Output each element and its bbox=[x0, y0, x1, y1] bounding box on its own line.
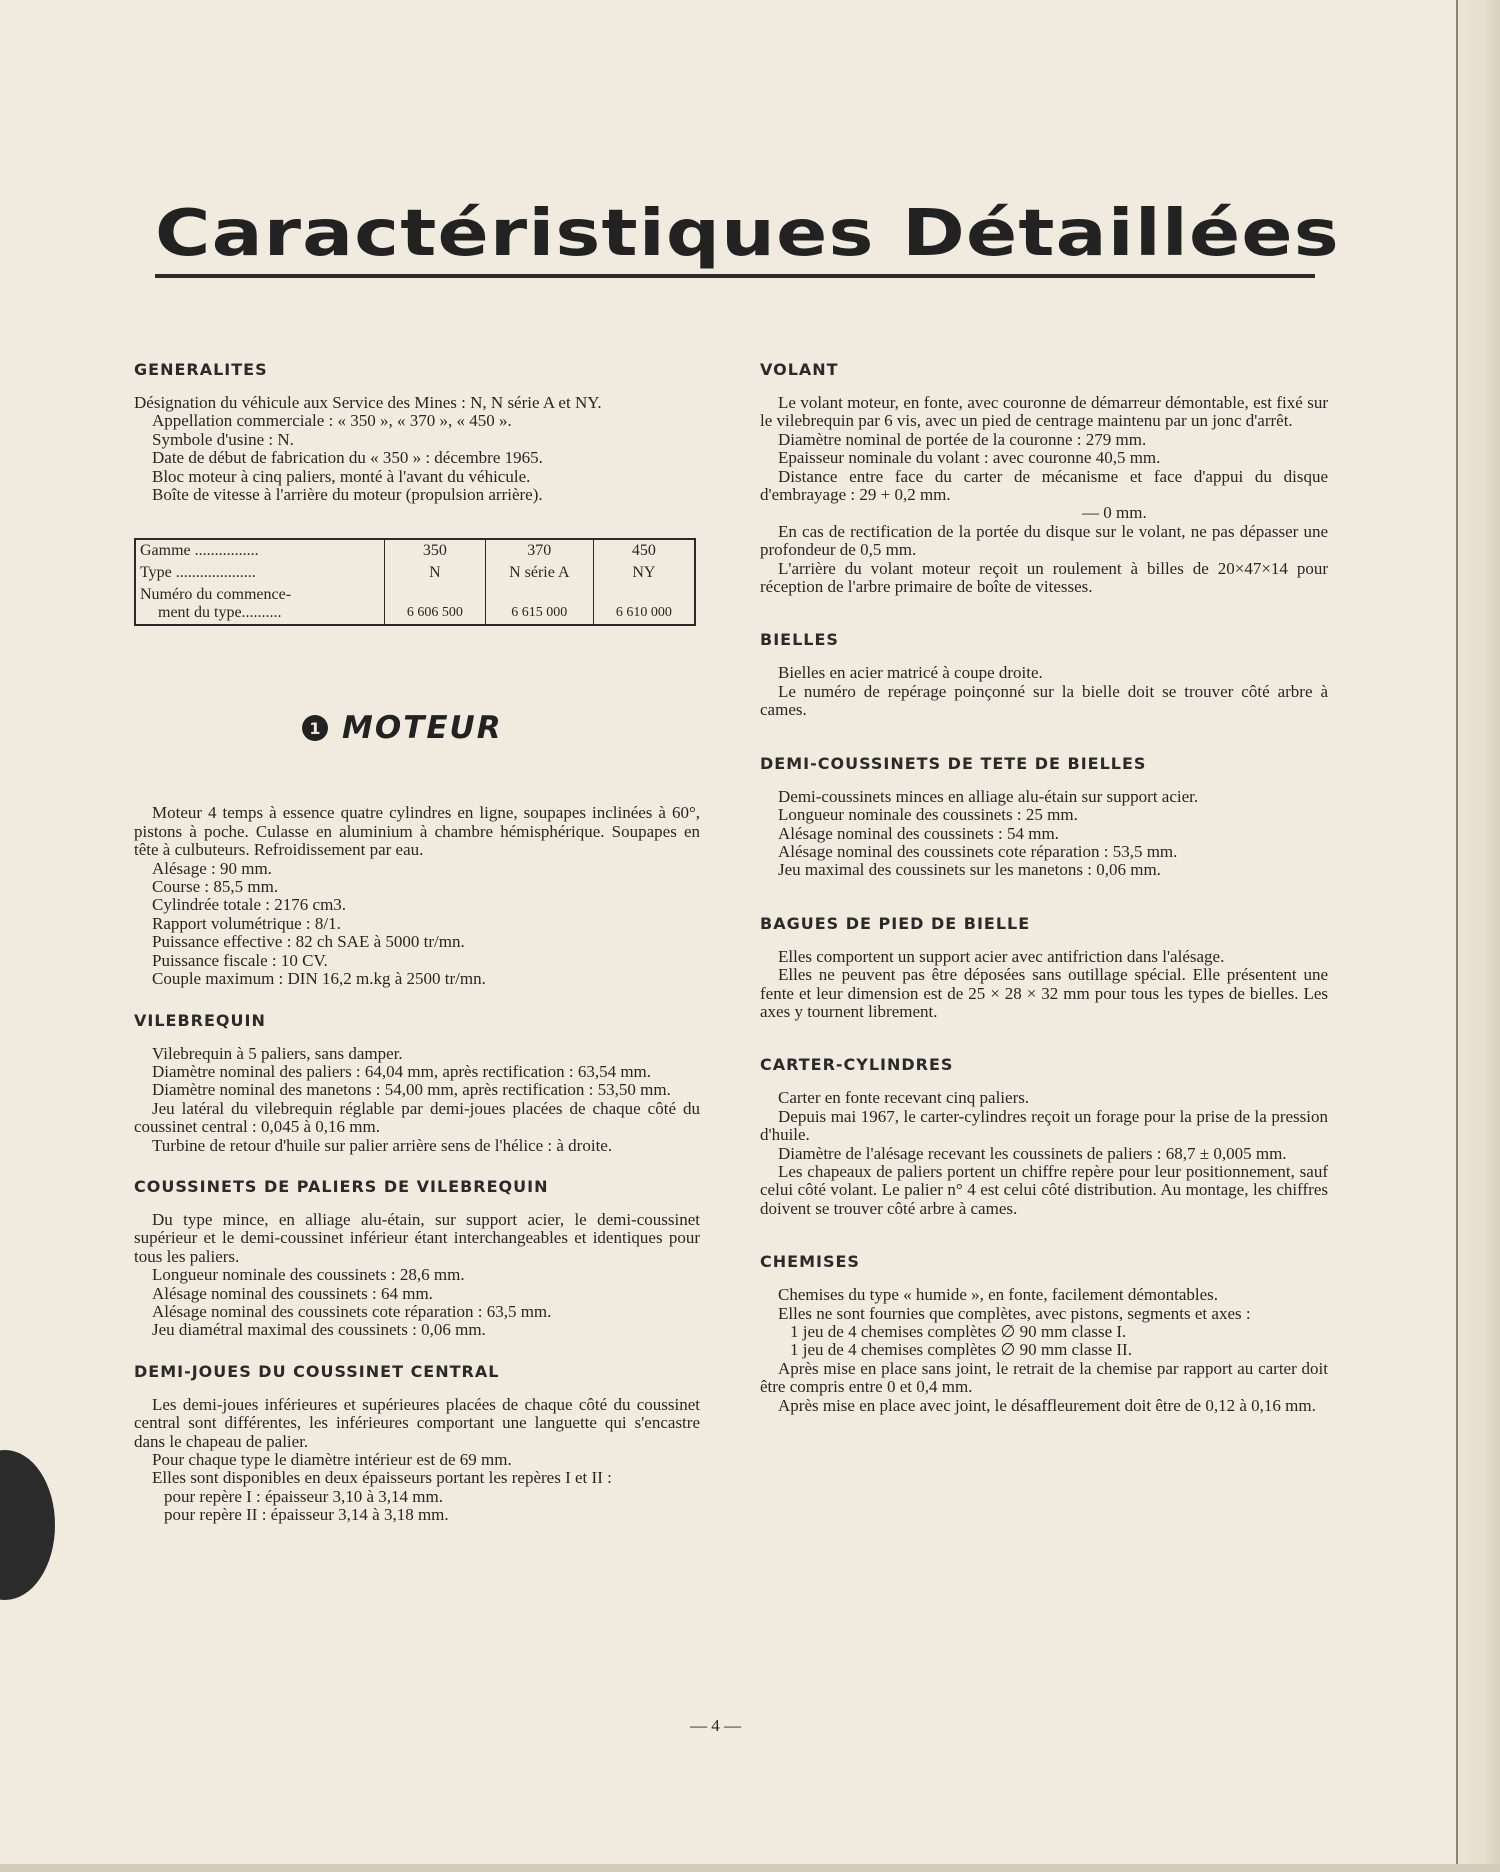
body-line: Distance entre face du carter de mécanisme et face d'appui du disque d'embrayage : 29 + 0,2 mm. bbox=[760, 466, 1328, 505]
page-edge bbox=[1456, 0, 1500, 1872]
table-cell: 350 bbox=[384, 539, 485, 562]
section-moteur bbox=[134, 804, 700, 988]
section-demi-joues bbox=[134, 1362, 700, 1525]
body-line: Elles ne peuvent pas être déposées sans outillage spécial. Elle présentent une fente et leur dimension est de 25 × 28 × 32 mm pour tous les types de bielles. Les axes y tournent librement. bbox=[760, 965, 1328, 1021]
body-line: Bloc moteur à cinq paliers, monté à l'avant du véhicule. bbox=[152, 466, 531, 486]
table-cell: Type .................... bbox=[140, 564, 256, 582]
body-line: Le numéro de repérage poinçonné sur la bielle doit se trouver côté arbre à cames. bbox=[760, 681, 1328, 720]
section-heading: VOLANT bbox=[760, 360, 839, 379]
body-line: Diamètre nominal des manetons : 54,00 mm, après rectification : 53,50 mm. bbox=[152, 1080, 671, 1100]
body-line: Bielles en acier matricé à coupe droite. bbox=[778, 663, 1043, 683]
section-heading: CHEMISES bbox=[760, 1252, 860, 1272]
body-paragraph: Du type mince, en alliage alu-étain, sur support acier, le demi-coussinet supérieur et le demi-coussinet inférieur étant interchangeables et identiques pour tous les paliers. bbox=[134, 1209, 700, 1266]
right-column bbox=[760, 360, 1328, 1415]
body-line: — 0 mm. bbox=[1082, 503, 1147, 523]
body-line: Elles comportent un support acier avec antifriction dans l'alésage. bbox=[778, 946, 1225, 966]
body-line: Elles ne sont fournies que complètes, avec pistons, segments et axes : bbox=[778, 1303, 1251, 1323]
body-line: Désignation du véhicule aux Service des Mines : N, N série A et NY. bbox=[134, 393, 602, 412]
body-line: Jeu diamétral maximal des coussinets : 0,06 mm. bbox=[152, 1320, 486, 1340]
body-line: Epaisseur nominale du volant : avec couronne 40,5 mm. bbox=[778, 448, 1161, 468]
body-line: Alésage : 90 mm. bbox=[152, 858, 272, 878]
section-vilebrequin bbox=[134, 1011, 700, 1155]
table-cell: 370 bbox=[485, 539, 593, 562]
body-line: Date de début de fabrication du « 350 » : décembre 1965. bbox=[152, 448, 543, 468]
body-line: Cylindrée totale : 2176 cm3. bbox=[152, 895, 347, 915]
body-line: Les chapeaux de paliers portent un chiffre repère pour leur positionnement, sauf celui côté volant. Le palier n° 4 est celui côté distribution. Au montage, les chiffres doivent se trouver côté arbre à cames. bbox=[760, 1161, 1328, 1218]
table-cell: N bbox=[384, 562, 485, 584]
body-line: Rapport volumétrique : 8/1. bbox=[152, 913, 341, 933]
table-cell: Gamme ................ bbox=[140, 542, 259, 560]
body-line: Jeu latéral du vilebrequin réglable par demi-joues placées de chaque côté du coussinet central : 0,045 à 0,16 mm. bbox=[134, 1098, 700, 1137]
section-heading: COUSSINETS DE PALIERS DE VILEBREQUIN bbox=[134, 1176, 549, 1196]
body-line: En cas de rectification de la portée du disque sur le volant, ne pas dépasser une profondeur de 0,5 mm. bbox=[760, 521, 1328, 560]
body-line: Elles sont disponibles en deux épaisseurs portant les repères I et II : bbox=[152, 1468, 612, 1488]
section-coussinets-paliers bbox=[134, 1177, 700, 1340]
body-line: L'arrière du volant moteur reçoit un roulement à billes de 20×47×14 pour réception de l'arbre primaire de boîte de vitesses. bbox=[760, 558, 1328, 597]
table-cell: N série A bbox=[485, 562, 593, 584]
body-line: Alésage nominal des coussinets cote réparation : 63,5 mm. bbox=[152, 1301, 552, 1321]
body-line: Diamètre nominal de portée de la couronne : 279 mm. bbox=[778, 429, 1147, 449]
body-line: Vilebrequin à 5 paliers, sans damper. bbox=[152, 1043, 403, 1063]
table-cell: NY bbox=[593, 562, 695, 584]
section-bielles bbox=[760, 630, 1328, 719]
body-line: Couple maximum : DIN 16,2 m.kg à 2500 tr/mn. bbox=[152, 969, 486, 989]
table-label: Numéro du commence- bbox=[140, 586, 292, 604]
body-line: Turbine de retour d'huile sur palier arrière sens de l'hélice : à droite. bbox=[152, 1135, 613, 1155]
section-heading: BIELLES bbox=[760, 630, 839, 650]
section-heading: VILEBREQUIN bbox=[134, 1010, 266, 1030]
section-heading: GENERALITES bbox=[134, 360, 268, 379]
table-row bbox=[135, 539, 695, 562]
table-cell: 6 610 000 bbox=[593, 584, 695, 625]
body-line: Alésage nominal des coussinets : 54 mm. bbox=[778, 823, 1059, 843]
body-line: Après mise en place sans joint, le retrait de la chemise par rapport au carter doit être compris entre 0 et 0,4 mm. bbox=[760, 1358, 1328, 1397]
body-line: pour repère I : épaisseur 3,10 à 3,14 mm. bbox=[164, 1486, 443, 1506]
table-cell: 6 606 500 bbox=[384, 584, 485, 625]
page-number: — 4 — bbox=[690, 1716, 741, 1735]
section-carter bbox=[760, 1055, 1328, 1218]
body-line: Diamètre de l'alésage recevant les coussinets de paliers : 68,7 ± 0,005 mm. bbox=[778, 1143, 1287, 1163]
body-line: Après mise en place avec joint, le désaffleurement doit être de 0,12 à 0,16 mm. bbox=[778, 1395, 1316, 1415]
section-heading: DEMI-COUSSINETS DE TETE DE BIELLES bbox=[760, 753, 1147, 773]
body-line: Symbole d'usine : N. bbox=[152, 429, 294, 449]
body-line: Alésage nominal des coussinets cote réparation : 53,5 mm. bbox=[778, 841, 1178, 861]
section-heading: CARTER-CYLINDRES bbox=[760, 1055, 954, 1075]
body-line: 1 jeu de 4 chemises complètes ∅ 90 mm classe II. bbox=[790, 1340, 1132, 1360]
body-line: Course : 85,5 mm. bbox=[152, 877, 279, 897]
title-rule bbox=[155, 274, 1315, 278]
body-line: Jeu maximal des coussinets sur les manetons : 0,06 mm. bbox=[778, 860, 1161, 880]
section-heading: BAGUES DE PIED DE BIELLE bbox=[760, 913, 1031, 933]
section-generalites bbox=[134, 360, 700, 504]
body-line: Diamètre nominal des paliers : 64,04 mm, après rectification : 63,54 mm. bbox=[152, 1061, 652, 1081]
body-paragraph: Les demi-joues inférieures et supérieures placées de chaque côté du coussinet central sont différentes, les inférieures comportant une languette qui s'encastre dans le chapeau de palier. bbox=[134, 1394, 700, 1451]
body-line: Longueur nominale des coussinets : 28,6 mm. bbox=[152, 1265, 465, 1285]
left-column bbox=[134, 360, 700, 1525]
moteur-heading bbox=[134, 710, 700, 746]
page-title: Caractéristiques Détaillées bbox=[155, 197, 1340, 271]
section-demi-coussinets bbox=[760, 754, 1328, 880]
binder-tab bbox=[0, 1450, 55, 1600]
body-line: Chemises du type « humide », en fonte, facilement démontables. bbox=[778, 1285, 1218, 1305]
table-row bbox=[135, 584, 695, 625]
section-bagues bbox=[760, 914, 1328, 1022]
section-number-badge: 1 bbox=[302, 715, 328, 741]
section-chemises bbox=[760, 1252, 1328, 1415]
moteur-title: MOTEUR bbox=[342, 710, 503, 747]
table-cell: 6 615 000 bbox=[485, 584, 593, 625]
section-volant bbox=[760, 360, 1328, 596]
body-line: Pour chaque type le diamètre intérieur est de 69 mm. bbox=[152, 1450, 512, 1469]
body-paragraph: Moteur 4 temps à essence quatre cylindres en ligne, soupapes inclinées à 60°, pistons à poche. Culasse en aluminium à chambre hémisphérique. Soupapes en tête à culbuteurs. Refroidissement par eau. bbox=[134, 803, 700, 860]
body-line: Carter en fonte recevant cinq paliers. bbox=[778, 1088, 1030, 1108]
model-table bbox=[134, 538, 696, 626]
body-line: Appellation commerciale : « 350 », « 370 », « 450 ». bbox=[152, 411, 512, 431]
body-line: Depuis mai 1967, le carter-cylindres reçoit un forage pour la prise de la pression d'huile. bbox=[760, 1106, 1328, 1145]
body-line: Puissance effective : 82 ch SAE à 5000 tr/mn. bbox=[152, 932, 465, 952]
table-cell: 450 bbox=[593, 539, 695, 562]
body-line: Demi-coussinets minces en alliage alu-étain sur support acier. bbox=[778, 786, 1199, 806]
page-bottom-edge bbox=[0, 1864, 1500, 1872]
body-line: 1 jeu de 4 chemises complètes ∅ 90 mm classe I. bbox=[790, 1322, 1127, 1341]
body-line: Puissance fiscale : 10 CV. bbox=[152, 950, 328, 970]
body-line: Longueur nominale des coussinets : 25 mm. bbox=[778, 805, 1078, 825]
section-heading: DEMI-JOUES DU COUSSINET CENTRAL bbox=[134, 1361, 500, 1381]
table-row bbox=[135, 562, 695, 584]
body-line: Boîte de vitesse à l'arrière du moteur (propulsion arrière). bbox=[152, 485, 543, 505]
table-cell bbox=[135, 584, 384, 625]
table-label: ment du type.......... bbox=[158, 604, 282, 622]
body-line: Alésage nominal des coussinets : 64 mm. bbox=[152, 1283, 433, 1303]
body-line: pour repère II : épaisseur 3,14 à 3,18 mm. bbox=[164, 1505, 449, 1525]
body-paragraph: Le volant moteur, en fonte, avec couronne de démarreur démontable, est fixé sur le vilebrequin par 6 vis, avec un pied de centrage maintenu par un jonc d'arrêt. bbox=[760, 393, 1328, 431]
